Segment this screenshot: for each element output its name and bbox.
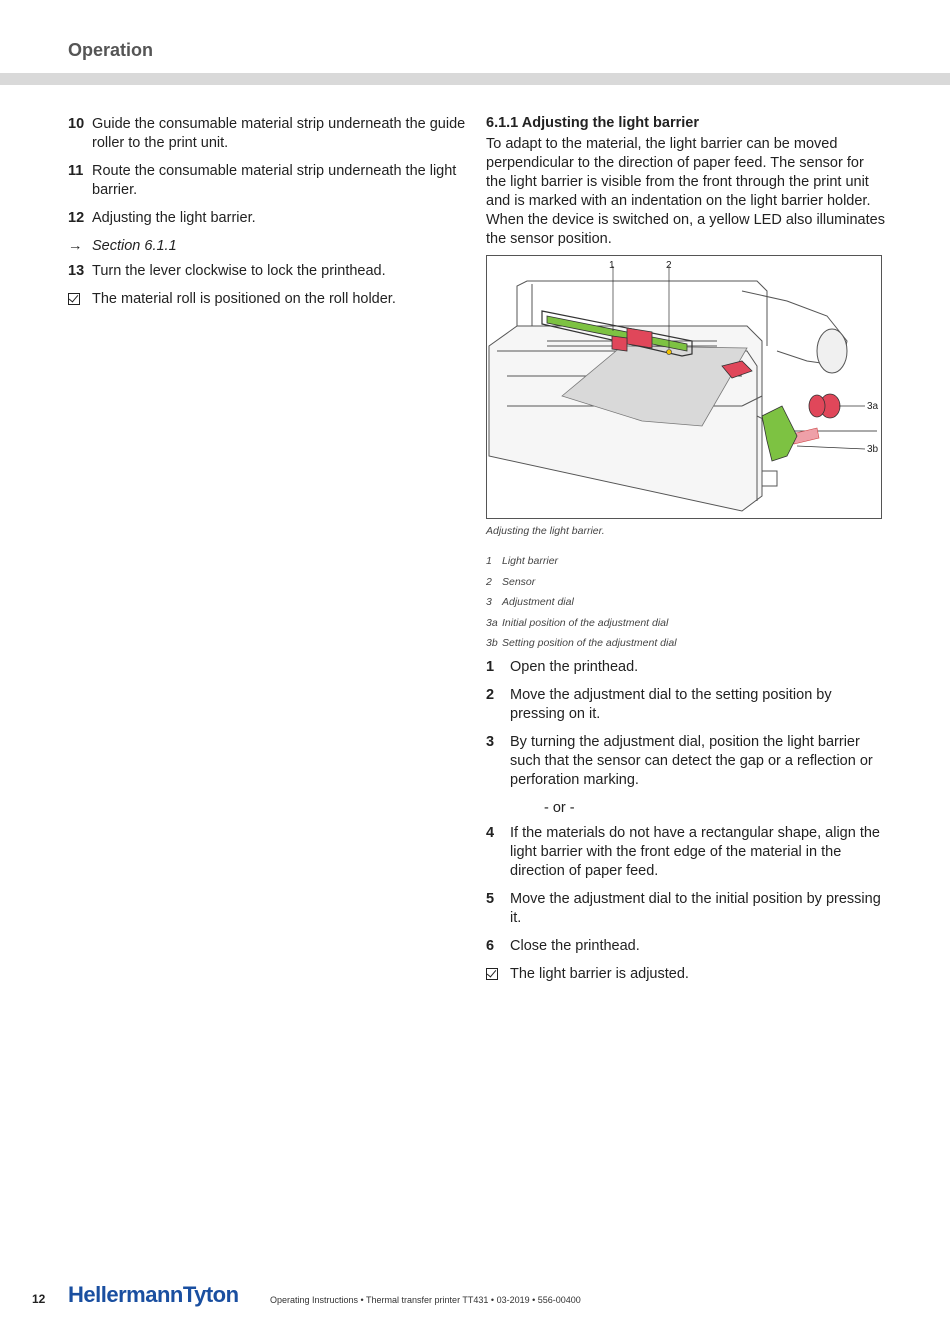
step-5: 5 Move the adjustment dial to the initial position by pressing it.: [486, 890, 881, 926]
legend-item: 1 Light barrier: [486, 555, 559, 567]
section-title: 6.1.1 Adjusting the light barrier: [486, 115, 699, 131]
result-roll-positioned: The material roll is positioned on the roll holder.: [68, 290, 468, 309]
brand-logo: HellermannTyton: [68, 1282, 239, 1307]
arrow-right-icon: →: [68, 238, 83, 254]
printer-illustration: [487, 256, 881, 518]
section-reference[interactable]: [68, 237, 468, 256]
step-11: 11 Route the consumable material strip underneath the light barrier.: [68, 163, 457, 198]
left-column: [68, 115, 468, 318]
right-column: [486, 115, 886, 993]
legend-item: 2 Sensor: [486, 575, 536, 588]
callout-3b: 3b: [867, 444, 879, 455]
callout-2: 2: [666, 260, 672, 271]
legend-item: 3a Initial position of the adjustment dial: [486, 616, 669, 629]
step-10: 10 Guide the consumable material strip underneath the guide roller to the print unit.: [68, 116, 466, 151]
section-reference-link[interactable]: Section 6.1.1: [92, 238, 177, 254]
figure-caption: Adjusting the light barrier.: [486, 525, 605, 537]
step-4: 4 If the materials do not have a rectangular shape, align the light barrier with the front edge of the material in the direction of paper feed.: [486, 824, 880, 879]
page-header-title: Operation: [68, 40, 154, 60]
checkbox-icon: [486, 965, 510, 984]
page-number: 12: [32, 1292, 46, 1306]
legend-item: 3 Adjustment dial: [486, 596, 574, 608]
callout-1: 1: [609, 260, 615, 271]
callout-3a: 3a: [867, 401, 879, 412]
step-12: 12 Adjusting the light barrier.: [68, 210, 256, 226]
figure-legend: [486, 555, 886, 658]
result-barrier-adjusted: The light barrier is adjusted.: [486, 965, 886, 984]
section-body: To adapt to the material, the light barrier can be moved perpendicular to the direction of paper feed. The sensor for the light barrier is visible from the front through the print unit and is marked with an indentation on the light barrier holder. When the device is switched on, a yellow LED also illuminates the sensor position.: [486, 136, 885, 247]
printer-figure: [486, 255, 882, 519]
footer-text: Operating Instructions • Thermal transfer printer TT431 • 03-2019 • 556-00400: [270, 1295, 581, 1305]
legend-item: 3b Setting position of the adjustment dial: [486, 637, 677, 649]
step-2: 2 Move the adjustment dial to the setting position by pressing on it.: [486, 686, 832, 722]
step-1: 1 Open the printhead.: [486, 658, 639, 675]
step-6: 6 Close the printhead.: [486, 937, 640, 954]
header-bar: [0, 73, 950, 85]
step-3: 3 By turning the adjustment dial, position the light barrier such that the sensor can detect the gap or a reflection or perforation marking.: [486, 733, 873, 788]
or-separator: - or -: [544, 799, 575, 816]
step-13: 13 Turn the lever clockwise to lock the printhead.: [68, 263, 386, 279]
checkbox-icon: [68, 290, 92, 309]
